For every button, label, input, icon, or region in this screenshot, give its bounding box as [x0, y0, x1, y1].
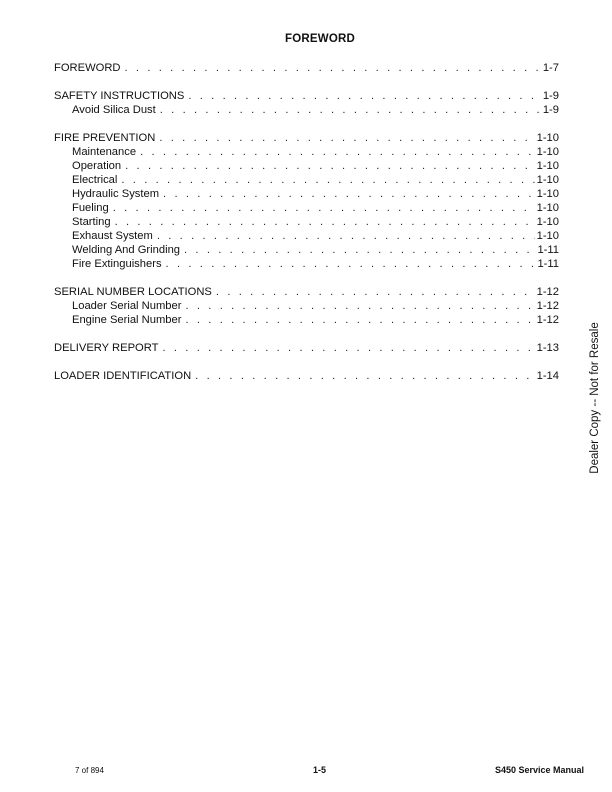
toc-entry[interactable]	[54, 369, 559, 383]
toc-section	[54, 369, 559, 383]
dealer-copy-watermark: Dealer Copy -- Not for Resale	[589, 322, 601, 474]
toc-subentry-label: Fire Extinguishers	[72, 258, 162, 270]
toc-subentry[interactable]	[54, 187, 559, 201]
dot-leader	[125, 159, 534, 173]
toc-subentry[interactable]	[54, 257, 559, 271]
toc-entry[interactable]	[54, 131, 559, 145]
toc-subentry[interactable]	[54, 299, 559, 313]
toc-subentry-label: Hydraulic System	[72, 188, 160, 200]
dot-leader	[121, 173, 534, 187]
toc-subentry-label: Operation	[72, 160, 122, 172]
table-of-contents	[54, 61, 559, 397]
toc-subentry-page-number: 1-10	[536, 146, 559, 158]
dot-leader	[185, 299, 534, 313]
toc-entry-page-number: 1-10	[536, 132, 559, 144]
toc-subentry-page-number: 1-11	[537, 258, 559, 270]
dot-leader	[113, 201, 535, 215]
dot-leader	[163, 187, 535, 201]
toc-entry-label: SERIAL NUMBER LOCATIONS	[54, 286, 212, 298]
toc-subentry[interactable]	[54, 215, 559, 229]
dot-leader	[115, 215, 535, 229]
toc-section	[54, 61, 559, 75]
dot-leader	[195, 369, 534, 383]
toc-subentry-page-number: 1-12	[536, 314, 559, 326]
page-title: FOREWORD	[285, 33, 355, 45]
toc-entry[interactable]	[54, 341, 559, 355]
toc-entry-label: DELIVERY REPORT	[54, 342, 159, 354]
dot-leader	[157, 229, 535, 243]
toc-subentry-page-number: 1-10	[536, 188, 559, 200]
toc-subentry-label: Avoid Silica Dust	[72, 104, 156, 116]
toc-subentry-label: Welding And Grinding	[72, 244, 181, 256]
toc-entry-page-number: 1-9	[542, 90, 559, 102]
toc-entry-label: SAFETY INSTRUCTIONS	[54, 90, 185, 102]
dot-leader	[216, 285, 535, 299]
toc-subentry-page-number: 1-10	[536, 216, 559, 228]
toc-subentry-label: Engine Serial Number	[72, 314, 182, 326]
dot-leader	[160, 103, 541, 117]
footer-page-count: 7 of 894	[75, 766, 104, 775]
dot-leader	[184, 243, 535, 257]
toc-subentry-label: Exhaust System	[72, 230, 153, 242]
toc-section	[54, 131, 559, 271]
toc-subentry-page-number: 1-9	[542, 104, 559, 116]
toc-entry[interactable]	[54, 89, 559, 103]
dot-leader	[188, 89, 541, 103]
toc-subentry-label: Loader Serial Number	[72, 300, 182, 312]
dot-leader	[185, 313, 534, 327]
toc-subentry[interactable]	[54, 201, 559, 215]
toc-subentry-page-number: 1-10	[536, 230, 559, 242]
dot-leader	[166, 257, 536, 271]
toc-section	[54, 89, 559, 117]
toc-entry-label: FOREWORD	[54, 62, 121, 74]
footer-page-number: 1-5	[313, 765, 327, 775]
toc-subentry[interactable]	[54, 243, 559, 257]
toc-subentry-page-number: 1-12	[536, 300, 559, 312]
toc-subentry-page-number: 1-10	[536, 174, 559, 186]
toc-section	[54, 285, 559, 327]
dot-leader	[159, 131, 534, 145]
toc-subentry[interactable]	[54, 145, 559, 159]
toc-subentry-label: Maintenance	[72, 146, 137, 158]
dot-leader	[125, 61, 541, 75]
toc-subentry-page-number: 1-11	[537, 244, 559, 256]
toc-entry-page-number: 1-7	[542, 62, 559, 74]
toc-subentry[interactable]	[54, 159, 559, 173]
toc-entry[interactable]	[54, 285, 559, 299]
toc-section	[54, 341, 559, 355]
toc-entry-page-number: 1-12	[536, 286, 559, 298]
toc-subentry-page-number: 1-10	[536, 160, 559, 172]
dot-leader	[162, 341, 534, 355]
toc-entry-page-number: 1-14	[536, 370, 559, 382]
toc-subentry[interactable]	[54, 173, 559, 187]
toc-entry-page-number: 1-13	[536, 342, 559, 354]
toc-entry-label: LOADER IDENTIFICATION	[54, 370, 192, 382]
footer-manual-title: S450 Service Manual	[495, 765, 585, 775]
toc-subentry-label: Fueling	[72, 202, 109, 214]
toc-subentry-label: Electrical	[72, 174, 118, 186]
toc-entry-label: FIRE PREVENTION	[54, 132, 156, 144]
toc-subentry-page-number: 1-10	[536, 202, 559, 214]
toc-subentry-label: Starting	[72, 216, 111, 228]
toc-subentry[interactable]	[54, 229, 559, 243]
toc-subentry[interactable]	[54, 313, 559, 327]
toc-subentry[interactable]	[54, 103, 559, 117]
toc-entry[interactable]	[54, 61, 559, 75]
dot-leader	[140, 145, 535, 159]
